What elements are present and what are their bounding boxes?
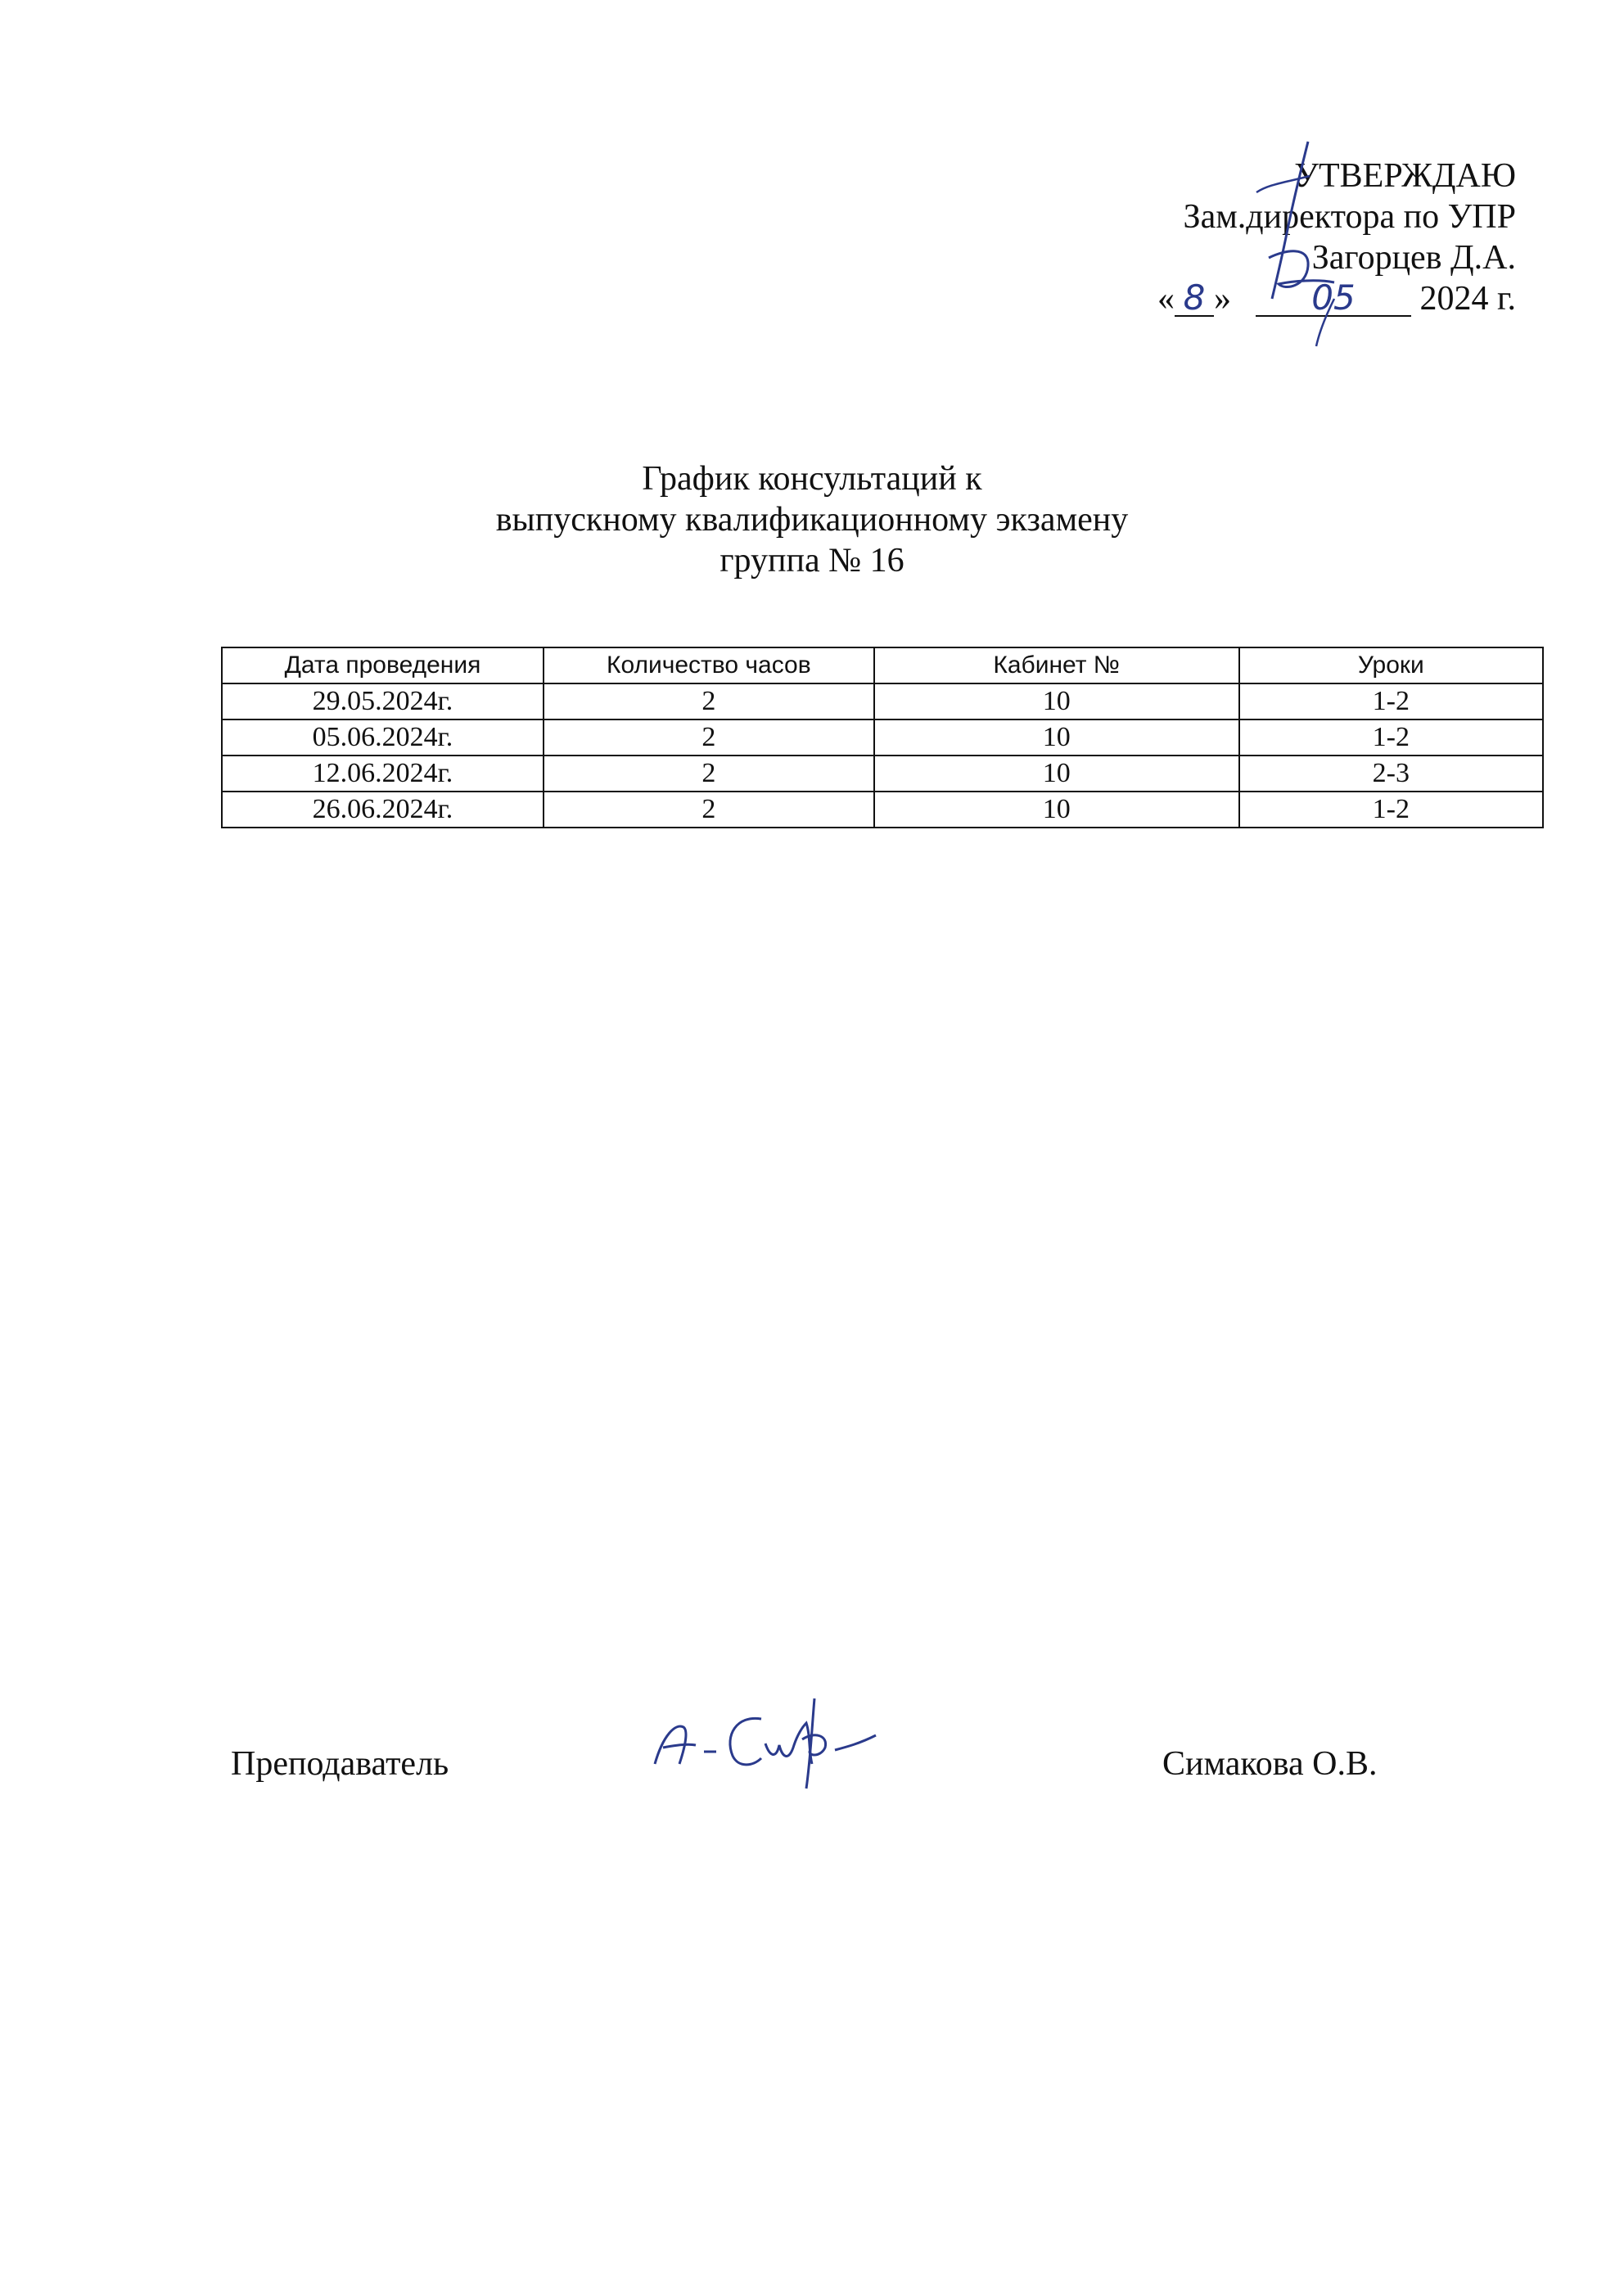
approval-position: Зам.директора по УПР xyxy=(1183,198,1516,236)
cell-date: 05.06.2024г. xyxy=(222,719,544,756)
header-room: Кабинет № xyxy=(874,647,1239,683)
cell-hours: 2 xyxy=(544,792,874,828)
cell-lessons: 2-3 xyxy=(1239,756,1543,792)
table-row xyxy=(222,792,1543,828)
table-header-row xyxy=(222,647,1543,683)
cell-lessons: 1-2 xyxy=(1239,792,1543,828)
header-date: Дата проведения xyxy=(222,647,544,683)
teacher-name: Симакова О.В. xyxy=(1162,1745,1378,1783)
cell-hours: 2 xyxy=(544,756,874,792)
cell-hours: 2 xyxy=(544,719,874,756)
document-group: группа № 16 xyxy=(720,542,904,580)
approval-title: УТВЕРЖДАЮ xyxy=(1294,157,1516,195)
teacher-signature-icon xyxy=(638,1686,884,1793)
cell-date: 12.06.2024г. xyxy=(222,756,544,792)
date-close-quote: » xyxy=(1214,280,1231,318)
date-month: 05 xyxy=(1311,277,1356,318)
cell-room: 10 xyxy=(874,792,1239,828)
header-lessons: Уроки xyxy=(1239,647,1543,683)
cell-room: 10 xyxy=(874,719,1239,756)
cell-lessons: 1-2 xyxy=(1239,683,1543,719)
cell-lessons: 1-2 xyxy=(1239,719,1543,756)
date-open-quote: « xyxy=(1157,280,1175,318)
cell-room: 10 xyxy=(874,756,1239,792)
approval-name: Загорцев Д.А. xyxy=(1311,239,1516,277)
cell-hours: 2 xyxy=(544,683,874,719)
table-row xyxy=(222,756,1543,792)
consultation-schedule-table xyxy=(221,647,1544,828)
cell-date: 29.05.2024г. xyxy=(222,683,544,719)
table-row xyxy=(222,719,1543,756)
cell-room: 10 xyxy=(874,683,1239,719)
table-row xyxy=(222,683,1543,719)
teacher-role: Преподаватель xyxy=(231,1745,449,1783)
document-title-block xyxy=(0,458,1624,581)
approval-signature-icon xyxy=(1211,135,1375,348)
header-hours: Количество часов xyxy=(544,647,874,683)
document-title-line1: График консультаций к xyxy=(642,460,982,498)
date-day: 8 xyxy=(1183,277,1206,318)
cell-date: 26.06.2024г. xyxy=(222,792,544,828)
date-year: 2024 г. xyxy=(1419,280,1516,318)
document-title-line2: выпускному квалификационному экзамену xyxy=(495,501,1129,539)
date-day-blank xyxy=(1175,277,1214,318)
